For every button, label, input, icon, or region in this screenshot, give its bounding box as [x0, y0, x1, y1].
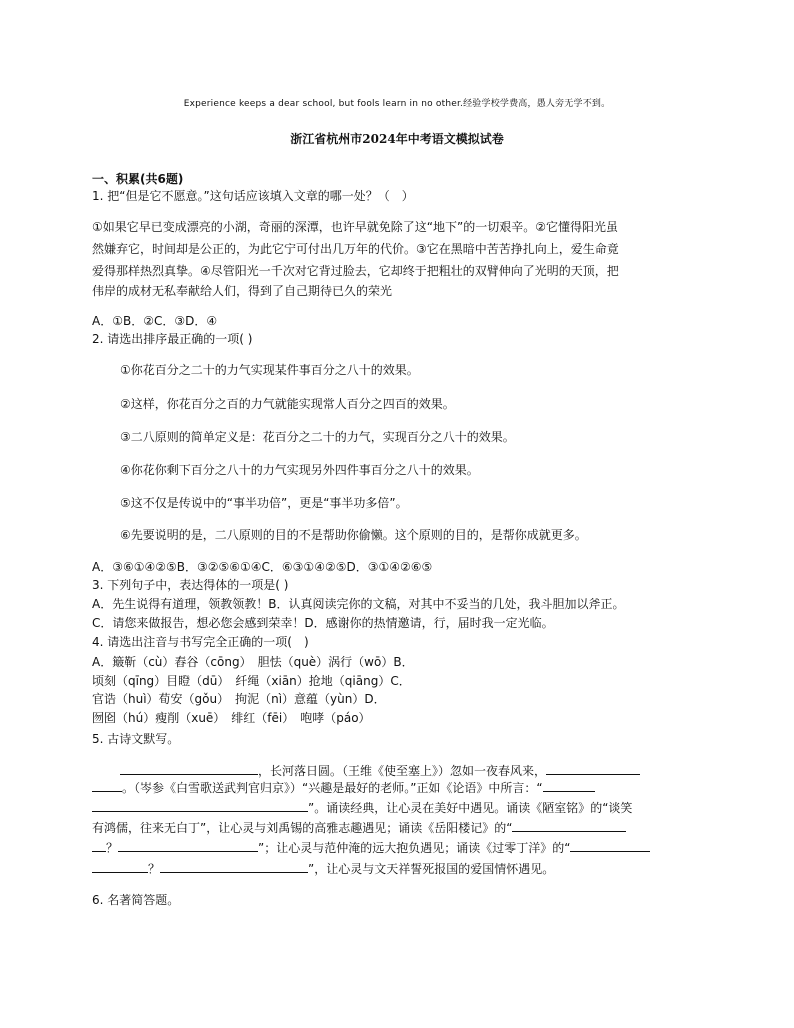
- q5-text: ？: [106, 841, 119, 855]
- q2-sentence: ⑤这不仅是传说中的“事半功倍”，更是“事半功多倍”。: [120, 496, 408, 510]
- q5-stem: 5. 古诗文默写。: [92, 732, 180, 746]
- q2-sentence: ⑥先要说明的是，二八原则的目的不是帮助你偷懒。这个原则的目的，是帮你成就更多。: [120, 528, 587, 542]
- q5-text: ”；让心灵与范仲淹的远大抱负遇见；诵读《过零丁洋》的“: [258, 841, 571, 855]
- q2-sentence: ④你花你剩下百分之八十的力气实现另外四件事百分之八十的效果。: [120, 463, 479, 477]
- q4-stem: 4. 请选出注音与书写完全正确的一项( ): [92, 635, 309, 649]
- section-heading: 一、积累(共6题): [92, 172, 184, 186]
- q3-stem: 3. 下列句子中，表达得体的一项是( ): [92, 578, 289, 592]
- q1-stem: 1. 把“但是它不愿意。”这句话应该填入文章的哪一处？（ ）: [92, 189, 414, 203]
- q4-option-line: A．簸靳（cù）舂谷（cōng） 胆怯（què）涡行（wō）B．: [92, 655, 414, 669]
- page-title: 浙江省杭州市2024年中考语文模拟试卷: [290, 132, 504, 146]
- q3-options-ab: A．先生说得有道理，领教领教！B．认真阅读完你的文稿，对其中不妥当的几处，我斗胆加以斧正。: [92, 597, 625, 611]
- q1-passage-line: 爱得那样热烈真挚。④尽管阳光一千次对它背过脸去，它却终于把粗壮的双臂伸向了光明的天顶，把: [92, 264, 619, 278]
- q4-option-line: 顷刻（qīng）目瞪（dū） 纤绳（xiān）抢地（qiāng）C．: [92, 674, 411, 688]
- q6-stem: 6. 名著简答题。: [92, 893, 180, 907]
- q2-stem: 2. 请选出排序最正确的一项( ): [92, 332, 253, 346]
- answer-blank[interactable]: [92, 799, 308, 812]
- answer-blank[interactable]: [92, 860, 148, 873]
- q5-text: ？: [148, 862, 161, 876]
- q5-line: [92, 779, 595, 796]
- q3-options-cd: C．请您来做报告，想必您会感到荣幸！D．感谢你的热情邀请，行，届时我一定光临。: [92, 616, 554, 630]
- q5-line: [92, 839, 650, 856]
- q5-text: ”，让心灵与文天祥誓死报国的爱国情怀遇见。: [308, 862, 555, 876]
- answer-blank[interactable]: [543, 779, 595, 792]
- q2-sentence: ③二八原则的简单定义是：花百分之二十的力气，实现百分之八十的效果。: [120, 430, 515, 444]
- q2-sentence: ②这样，你花百分之百的力气就能实现常人百分之四百的效果。: [120, 397, 455, 411]
- header-quote: Experience keeps a dear school, but fools learn in no other.经验学校学费高，愚人旁无学不到。: [183, 99, 611, 109]
- answer-blank[interactable]: [120, 762, 258, 775]
- answer-blank[interactable]: [546, 762, 640, 775]
- answer-blank[interactable]: [160, 860, 308, 873]
- q1-passage-line: 然嫌弃它，时间却是公正的，为此它宁可付出几万年的代价。③它在黑暗中苦苦挣扎向上，爱生命竟: [92, 242, 619, 256]
- q5-line: [92, 799, 632, 816]
- q5-line: [92, 762, 640, 779]
- q1-passage-line: 伟岸的成材无私奉献给人们，得到了自己期待已久的荣光: [92, 284, 393, 298]
- answer-blank[interactable]: [570, 839, 650, 852]
- answer-blank[interactable]: [512, 819, 626, 832]
- q4-option-line: 囫囵（hú）瘦削（xuē） 绯红（fēi） 咆哮（páo）: [92, 711, 371, 725]
- q5-text: ，长河落日圆。（王维《使至塞上》）忽如一夜春风来，: [258, 764, 547, 778]
- q1-passage-line: ①如果它早已变成漂亮的小湖，奇丽的深潭，也许早就免除了这“地下”的一切艰辛。②它懂得阳光虽: [92, 220, 618, 234]
- answer-blank[interactable]: [92, 779, 122, 792]
- q5-line: [92, 819, 626, 836]
- q2-sentence: ①你花百分之二十的力气实现某件事百分之八十的效果。: [120, 363, 419, 377]
- q5-text: 有鸿儒，往来无白丁”，让心灵与刘禹锡的高雅志趣遇见；诵读《岳阳楼记》的“: [92, 821, 513, 835]
- q4-option-line: 官诰（huì）荀安（gǒu） 拘泥（nì）意蕴（yùn）D．: [92, 692, 386, 706]
- q5-line: [92, 860, 554, 877]
- answer-blank[interactable]: [92, 839, 106, 852]
- q2-options: A．③⑥①④②⑤B．③②⑤⑥①④C．⑥③①④②⑤D．③①④②⑥⑤: [92, 560, 433, 574]
- q1-options: A．①B．②C．③D．④: [92, 314, 218, 328]
- q5-text: ”。诵读经典，让心灵在美好中遇见。诵读《陋室铭》的“谈笑: [308, 801, 633, 815]
- q5-text: 。（岑参《白雪歌送武判官归京》）“兴趣是最好的老师。”正如《论语》中所言：“: [122, 781, 543, 795]
- answer-blank[interactable]: [118, 839, 258, 852]
